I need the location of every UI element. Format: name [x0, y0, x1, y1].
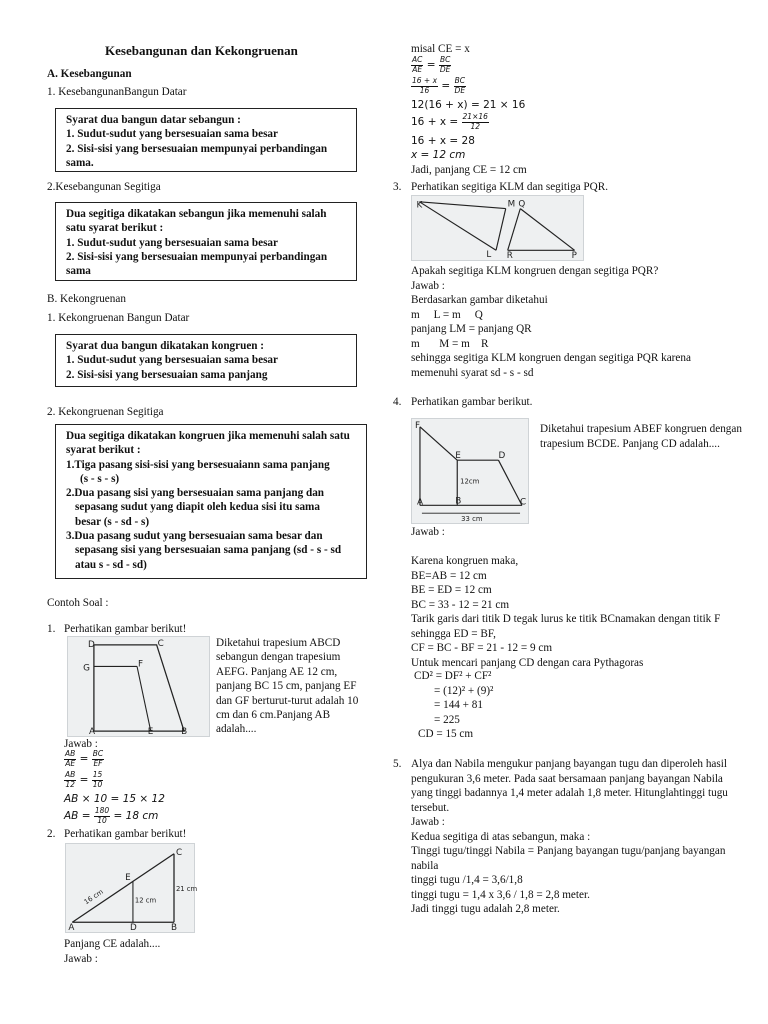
label-r: R [506, 251, 513, 262]
answer-line: Jadi tinggi tugu adalah 2,8 meter. [411, 903, 560, 915]
label-a: A [89, 727, 96, 738]
answer-line: Kedua segitiga di atas sebangun, maka : [411, 830, 591, 843]
question-4-text: Perhatikan gambar berikut. [411, 396, 533, 408]
trapezoid-abef-figure [411, 418, 529, 524]
answer-line: Tinggi tugu/tinggi Nabila = Panjang bayangan tugu/panjang bayangan nabila [411, 845, 726, 872]
question-4-description: Diketahui trapesium ABEF kongruen dengan trapesium BCDE. Panjang CD adalah.... [540, 423, 742, 450]
box-line: 2.Dua pasang sisi yang bersesuaian sama panjang dan [66, 487, 325, 500]
let-ce-x: misal CE = x [411, 43, 470, 55]
label-e: E [125, 873, 131, 884]
q1-equation-1: $\frac{AB}{AE}$ = $\frac{BC}{EF}$ [65, 749, 104, 768]
q2-equation-4: 16 + x = $\frac{21\times 16}{12}$ [411, 112, 488, 131]
triangles-klm-pqr-figure [411, 195, 584, 261]
answer-line: Jawab : [411, 526, 445, 538]
definition-box-1 [55, 108, 357, 172]
calc-line: CD² = DF² + CF² [414, 670, 492, 682]
calc-line: = (12)² + (9)² [434, 684, 494, 697]
label-q: Q [518, 199, 526, 210]
label-d: D [498, 451, 506, 462]
box-line: 1. Sudut-sudut yang bersesuaian sama besar [66, 128, 278, 141]
label-m: M [507, 199, 516, 210]
question-4-answer [411, 525, 731, 670]
answer-line: BC = 33 - 12 = 21 cm [411, 598, 510, 611]
label-k: K [416, 200, 423, 211]
q2-equation-5: 16 + x = 28 [411, 135, 475, 147]
page-title: Kesebangunan dan Kekongruenan [105, 43, 298, 58]
question-2-text: Perhatikan gambar berikut! [64, 828, 187, 840]
answer-line: Berdasarkan gambar diketahui [411, 294, 548, 306]
calc-line: = 225 [434, 713, 460, 726]
box-line: (s - s - s) [80, 472, 120, 485]
answer-line: panjang LM = panjang QR [411, 323, 532, 335]
box-line: Dua segitiga dikatakan kongruen jika memenuhi salah satu syarat berikut : [66, 430, 350, 457]
subsection-2: 2.Kesebangunan Segitiga [47, 181, 161, 193]
calc-line: = 144 + 81 [434, 699, 483, 711]
subsection-3: 1. Kekongruenan Bangun Datar [47, 312, 190, 324]
box-line: 3.Dua pasang sudut yang bersesuaian sama besar dan [66, 530, 323, 543]
label-b: B [181, 727, 188, 738]
q2-equation-3: 12(16 + x) = 21 × 16 [411, 99, 526, 111]
answer-line [411, 540, 731, 555]
q1-equation-4: AB = $\frac{180}{10}$ = 18 cm [64, 806, 159, 825]
answer-line: m M = m R [411, 337, 489, 350]
label-p: P [571, 251, 577, 262]
q2-conclusion: Jadi, panjang CE = 12 cm [411, 164, 527, 176]
label-12cm: 12 cm [134, 896, 157, 905]
trapezoid-abcd-figure [67, 636, 210, 737]
label-g: G [83, 663, 90, 674]
box-line: Syarat dua bangun datar sebangun : [66, 114, 241, 126]
box-line: sepasang sudut yang diapit oleh kedua sisi itu sama [75, 501, 320, 514]
label-a: A [68, 923, 75, 934]
question-5-block [411, 757, 741, 917]
answer-line: CF = BC - BF = 21 - 12 = 9 cm [411, 642, 553, 654]
triangle-ace-figure [65, 843, 198, 934]
subsection-4: 2. Kekongruenan Segitiga [47, 406, 164, 418]
question-3-number: 3. [393, 181, 402, 193]
question-1-number: 1. [47, 623, 56, 635]
answer-line: Karena kongruen maka, [411, 555, 519, 567]
section-b-heading: B. Kekongruenan [47, 293, 126, 305]
box-line: 1. Sudut-sudut yang bersesuaian sama besar [66, 236, 278, 249]
answer-line: tinggi tugu = 1,4 x 3,6 / 1,8 = 2,8 meter. [411, 888, 590, 901]
answer-line: sehingga segitiga KLM kongruen dengan segitiga PQR karena memenuhi syarat sd - s - sd [411, 352, 691, 379]
answer-line: Jawab : [411, 279, 445, 292]
definition-box-3 [55, 334, 357, 387]
question-5-number: 5. [393, 758, 402, 770]
question-1-description: Diketahui trapesium ABCD sebangun dengan trapesium AEFG. Panjang AE 12 cm, panjang BC 15 cm, panjang EF dan GF berturut-turut adalah 10 cm dan 6 cm.Panjang AB adalah.... [216, 637, 359, 736]
answer-line: tinggi tugu /1,4 = 3,6/1,8 [411, 874, 523, 886]
box-line: 2. Sisi-sisi yang bersesuaian mempunyai perbandingan sama [66, 250, 328, 278]
label-21cm: 21 cm [175, 884, 198, 893]
answer-line: BE = ED = 12 cm [411, 584, 492, 596]
label-c: C [520, 497, 527, 508]
label-12cm: 12cm [460, 477, 480, 486]
answer-label-1: Jawab : [64, 738, 98, 750]
q2-equation-2: $\frac{16 + x}{16}$ = $\frac{BC}{DE}$ [412, 76, 466, 95]
answer-line: Jawab : [411, 816, 445, 828]
box-line: Dua segitiga dikatakan sebangun jika memenuhi salah satu syarat berikut : [66, 208, 327, 235]
label-a: A [417, 497, 424, 508]
answer-line: Apakah segitiga KLM kongruen dengan segitiga PQR? [411, 265, 659, 277]
label-b: B [455, 496, 462, 507]
box-line: 1.Tiga pasang sisi-sisi yang bersesuaiann sama panjang [66, 458, 330, 471]
definition-box-2 [55, 202, 357, 281]
label-c: C [175, 847, 183, 858]
box-line: Syarat dua bangun dikatakan kongruen : [66, 340, 265, 352]
label-d: D [88, 639, 95, 650]
label-c: C [157, 638, 164, 649]
answer-line: BE=AB = 12 cm [411, 569, 487, 582]
calc-line: CD = 15 cm [418, 728, 474, 740]
q2-equation-6: x = 12 cm [411, 149, 466, 161]
answer-label-2: Jawab : [64, 953, 98, 965]
question-2-number: 2. [47, 828, 56, 840]
box-line: atau s - sd - sd) [75, 558, 147, 571]
label-b: B [171, 923, 178, 934]
definition-box-4 [55, 424, 367, 579]
subsection-1: 1. KesebangunanBangun Datar [47, 86, 187, 98]
section-a-heading: A. Kesebangunan [47, 68, 132, 80]
label-d: D [130, 923, 137, 934]
answer-line: Tarik garis dari titik D tegak lurus ke titik BCnamakan dengan titik F sehingga ED = BF, [411, 613, 721, 640]
box-line: sepasang sisi yang bersesuaian sama panjang (sd - s - sd [75, 544, 342, 557]
question-4-number: 4. [393, 396, 402, 408]
label-f: F [138, 659, 144, 670]
example-heading: Contoh Soal : [47, 597, 109, 609]
question-2-ask: Panjang CE adalah.... [64, 938, 161, 950]
label-f: F [415, 420, 421, 431]
q2-equation-1: $\frac{AC}{AE}$ = $\frac{BC}{DE}$ [412, 55, 451, 74]
question-3-text: Perhatikan segitiga KLM dan segitiga PQR. [411, 181, 608, 193]
question-1-text: Perhatikan gambar berikut! [64, 623, 187, 635]
q1-equation-3: AB × 10 = 15 × 12 [64, 793, 165, 805]
label-16cm: 16 cm [82, 887, 105, 907]
label-33cm: 33 cm [461, 515, 483, 524]
question-5-text: Alya dan Nabila mengukur panjang bayangan tugu dan diperoleh hasil pengukuran 3,6 meter. Pada saat bersamaan panjang bayangan Nabila yang tinggi badannya 1,4 meter adalah 1,8 meter. Hitunglahtinggi tugu tersebut. [411, 758, 728, 814]
pythagoras-calculation [414, 669, 493, 742]
label-l: L [486, 250, 492, 261]
box-line: 2. Sisi-sisi yang bersesuaian sama panjang [66, 368, 268, 381]
label-e: E [455, 451, 461, 462]
question-3-answer [411, 264, 731, 380]
box-line: 2. Sisi-sisi yang bersesuaian mempunyai perbandingan sama. [66, 142, 328, 169]
box-line: 1. Sudut-sudut yang bersesuaian sama besar [66, 354, 278, 367]
answer-line: m L = m Q [411, 308, 483, 321]
q1-equation-2: $\frac{AB}{12}$ = $\frac{15}{10}$ [65, 770, 103, 789]
label-e: E [147, 727, 154, 738]
box-line: besar (s - sd - s) [75, 515, 150, 528]
answer-line: Untuk mencari panjang CD dengan cara Pythagoras [411, 656, 644, 669]
